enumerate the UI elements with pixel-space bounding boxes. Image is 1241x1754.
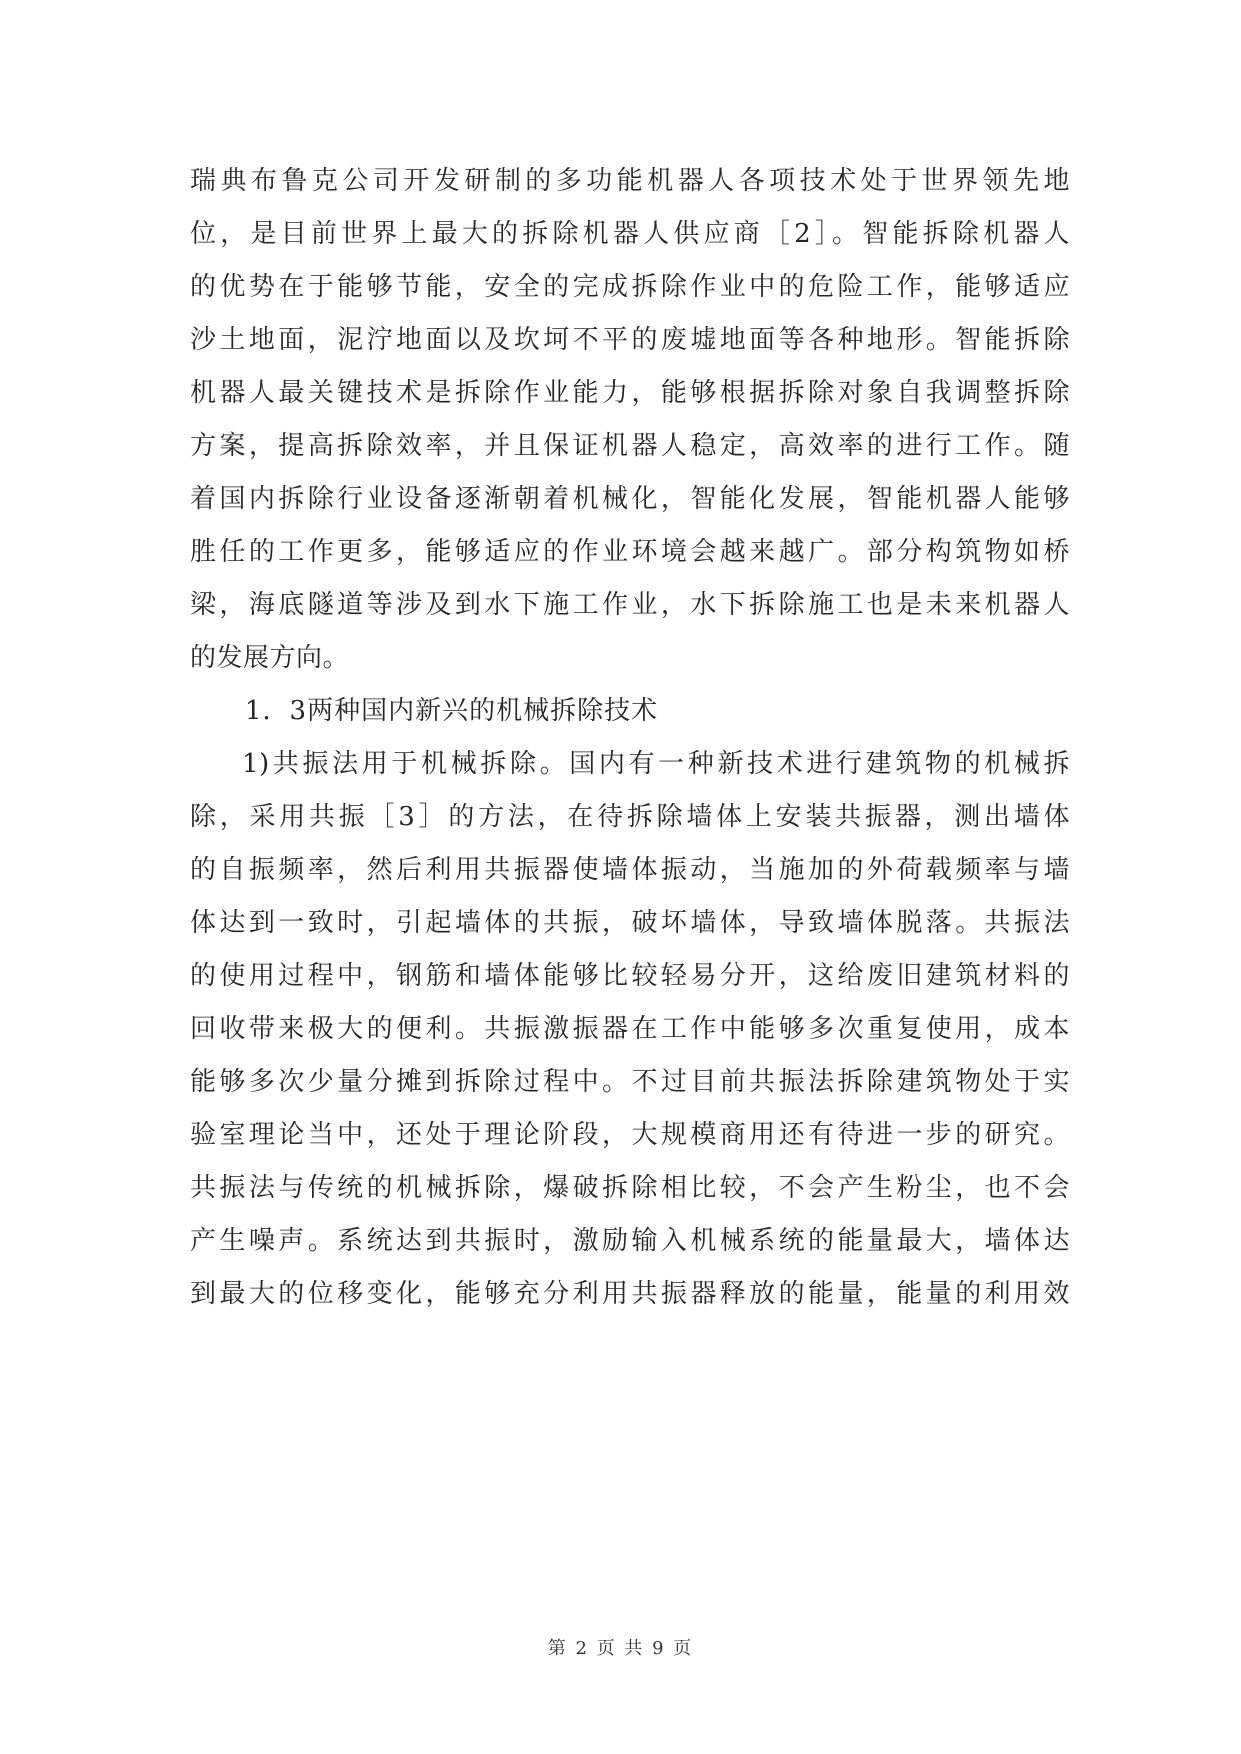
text-line: 的发展方向。 [190,643,350,673]
text-line: 1)共振法用于机械拆除。国内有一种新技术进行建筑物的机械拆 [242,749,1070,779]
text-line: 共振法与传统的机械拆除，爆破拆除相比较，不会产生粉尘，也不会 [190,1173,1070,1203]
text-line: 验室理论当中，还处于理论阶段，大规模商用还有待进一步的研究。 [190,1120,1070,1150]
text-line: 的使用过程中，钢筋和墙体能够比较轻易分开，这给废旧建筑材料的 [190,961,1070,991]
text-line: 回收带来极大的便利。共振激振器在工作中能够多次重复使用，成本 [190,1014,1070,1044]
text-line: 瑞典布鲁克公司开发研制的多功能机器人各项技术处于世界领先地 [190,166,1070,196]
text-line: 梁，海底隧道等涉及到水下施工作业，水下拆除施工也是未来机器人 [190,590,1070,620]
text-line: 到最大的位移变化，能够充分利用共振器释放的能量，能量的利用效 [190,1279,1070,1309]
page-footer [0,1634,1241,1660]
text-line: 的优势在于能够节能，安全的完成拆除作业中的危险工作，能够适应 [190,272,1070,302]
text-line: 机器人最关键技术是拆除作业能力，能够根据拆除对象自我调整拆除 [190,378,1070,408]
text-line: 胜任的工作更多，能够适应的作业环境会越来越广。部分构筑物如桥 [190,537,1070,567]
paragraph-2 [190,738,1070,1321]
section-heading: 1．3两种国内新兴的机械拆除技术 [245,696,659,726]
text-line: 除，采用共振［3］的方法，在待拆除墙体上安装共振器，测出墙体 [190,802,1070,832]
page-number-label: 第 2 页 共 9 页 [547,1638,694,1659]
text-line: 方案，提高拆除效率，并且保证机器人稳定，高效率的进行工作。随 [190,431,1070,461]
text-line: 位，是目前世界上最大的拆除机器人供应商［2］。智能拆除机器人 [190,219,1070,249]
text-line: 体达到一致时，引起墙体的共振，破坏墙体，导致墙体脱落。共振法 [190,908,1070,938]
document-body [190,155,1070,1321]
text-line: 产生噪声。系统达到共振时，激励输入机械系统的能量最大，墙体达 [190,1226,1070,1256]
text-line: 沙土地面，泥泞地面以及坎坷不平的废墟地面等各种地形。智能拆除 [190,325,1070,355]
text-line: 能够多次少量分摊到拆除过程中。不过目前共振法拆除建筑物处于实 [190,1067,1070,1097]
text-line: 着国内拆除行业设备逐渐朝着机械化，智能化发展，智能机器人能够 [190,484,1070,514]
text-line: 的自振频率，然后利用共振器使墙体振动，当施加的外荷载频率与墙 [190,855,1070,885]
paragraph-1 [190,155,1070,685]
